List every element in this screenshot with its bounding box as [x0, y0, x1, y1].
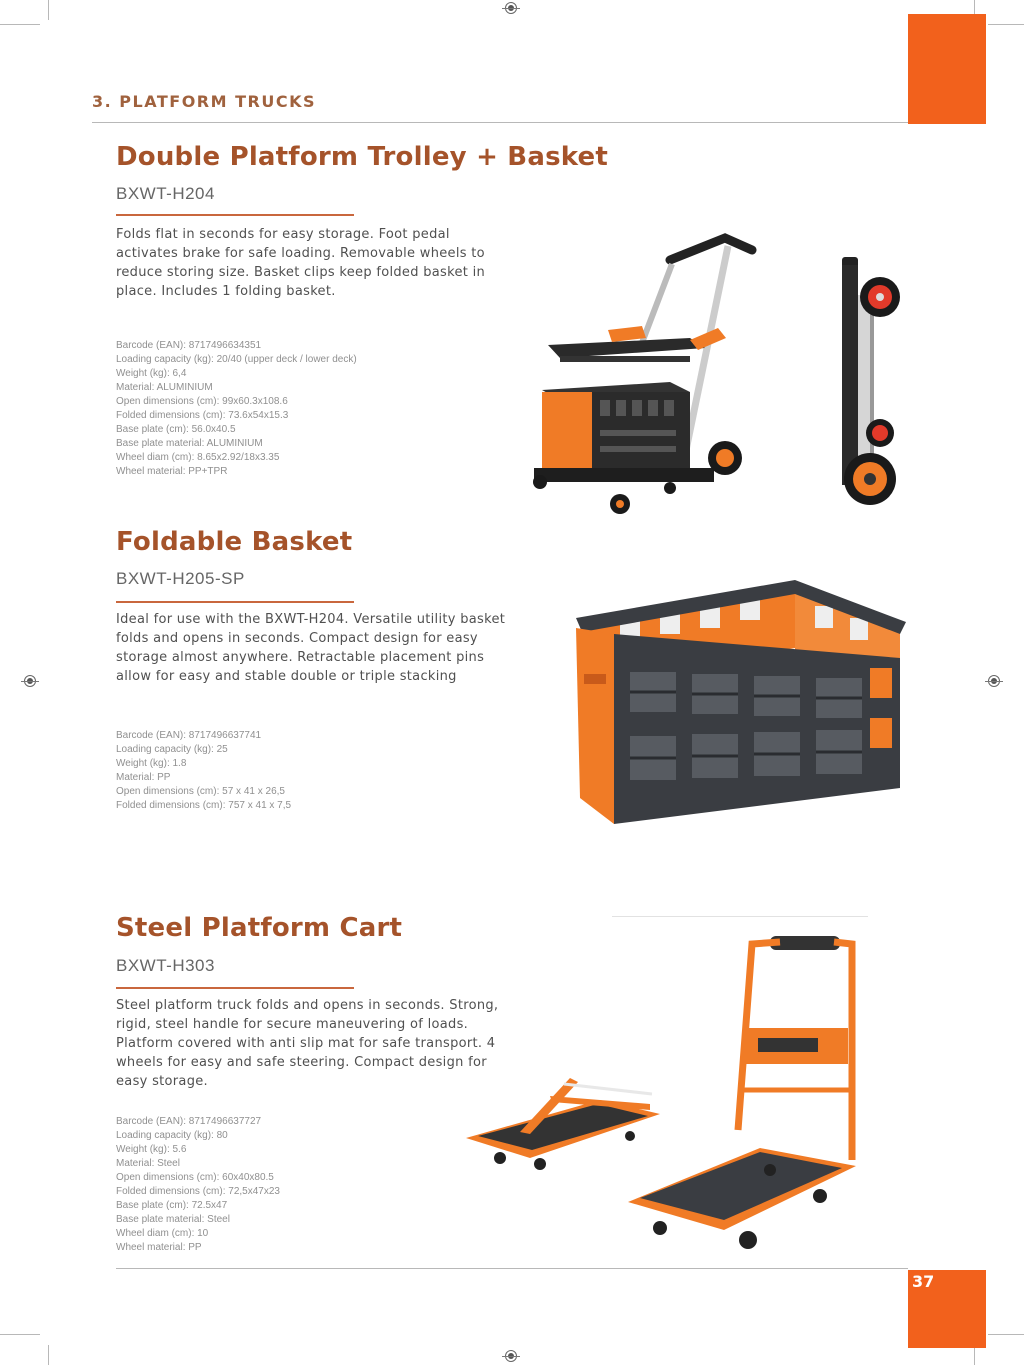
spec-line: Folded dimensions (cm): 757 x 41 x 7,5 [116, 800, 292, 811]
spec-line: Wheel material: PP+TPR [116, 466, 228, 477]
spec-line: Base plate (cm): 72.5x47 [116, 1200, 228, 1211]
product-specs [116, 339, 476, 479]
spec-line: Barcode (EAN): 8717496637741 [116, 730, 262, 741]
basket-image [570, 578, 910, 828]
header-accent-block [908, 14, 986, 124]
product-code: BXWT-H205-SP [116, 569, 245, 588]
platform-cart-image [620, 930, 860, 1250]
spec-line: Material: ALUMINIUM [116, 382, 213, 393]
spec-line: Open dimensions (cm): 99x60.3x108.6 [116, 396, 288, 407]
spec-line: Barcode (EAN): 8717496637727 [116, 1116, 262, 1127]
crop-mark [48, 0, 49, 20]
crop-mark [988, 1334, 1024, 1335]
spec-line: Barcode (EAN): 8717496634351 [116, 340, 262, 351]
spec-line: Folded dimensions (cm): 72,5x47x23 [116, 1186, 280, 1197]
header-rule [92, 122, 908, 123]
spec-line: Material: Steel [116, 1158, 180, 1169]
folded-trolley-image [832, 255, 912, 510]
crop-mark [0, 1334, 40, 1335]
spec-line: Material: PP [116, 772, 171, 783]
title-underline [116, 601, 354, 603]
registration-mark-icon [505, 2, 517, 14]
title-underline [116, 987, 354, 989]
spec-line: Open dimensions (cm): 60x40x80.5 [116, 1172, 274, 1183]
spec-line: Base plate material: ALUMINIUM [116, 438, 263, 449]
product-description: Steel platform truck folds and opens in seconds. Strong, rigid, steel handle for secure maneuvering of loads. Platform covered with anti slip mat for safe transport. 4 wheels for easy and safe steering. Compact design for easy storage. [116, 998, 499, 1089]
spec-line: Wheel diam (cm): 10 [116, 1228, 209, 1239]
title-underline [116, 214, 354, 216]
spec-line: Loading capacity (kg): 80 [116, 1130, 228, 1141]
spec-line: Weight (kg): 6,4 [116, 368, 187, 379]
product-title: Foldable Basket [116, 527, 353, 557]
product-title: Steel Platform Cart [116, 913, 403, 943]
trolley-image [520, 220, 760, 525]
spec-line: Wheel material: PP [116, 1242, 202, 1253]
image-top-rule [612, 916, 868, 917]
spec-line: Loading capacity (kg): 25 [116, 744, 228, 755]
crop-mark [48, 1345, 49, 1365]
spec-line: Base plate material: Steel [116, 1214, 230, 1225]
spec-line: Folded dimensions (cm): 73.6x54x15.3 [116, 410, 289, 421]
registration-mark-icon [505, 1350, 517, 1362]
product-description: Folds flat in seconds for easy storage. Foot pedal activates brake for safe loading. Removable wheels to reduce storing size. Basket clips keep folded basket in place. Includes 1 folding basket. [116, 227, 486, 299]
crop-mark [0, 24, 40, 25]
product-description: Ideal for use with the BXWT-H204. Versatile utility basket folds and opens in seconds. Compact design for easy storage almost anywhere. Retractable placement pins allow for easy and stable double or triple stacking [116, 612, 506, 684]
product-code: BXWT-H303 [116, 956, 215, 975]
spec-line: Loading capacity (kg): 20/40 (upper deck / lower deck) [116, 354, 357, 365]
crop-mark [974, 1345, 975, 1365]
product-specs [116, 1115, 476, 1255]
page-number: 37 [912, 1272, 935, 1291]
spec-line: Weight (kg): 1.8 [116, 758, 187, 769]
product-title: Double Platform Trolley + Basket [116, 142, 608, 172]
spec-line: Weight (kg): 5.6 [116, 1144, 187, 1155]
spec-line: Open dimensions (cm): 57 x 41 x 26,5 [116, 786, 285, 797]
section-heading: 3. PLATFORM TRUCKS [92, 92, 316, 111]
crop-mark [988, 24, 1024, 25]
product-specs [116, 729, 476, 813]
spec-line: Wheel diam (cm): 8.65x2.92/18x3.35 [116, 452, 280, 463]
registration-mark-icon [988, 675, 1000, 687]
footer-rule [116, 1268, 908, 1269]
product-code: BXWT-H204 [116, 184, 215, 203]
registration-mark-icon [24, 675, 36, 687]
spec-line: Base plate (cm): 56.0x40.5 [116, 424, 236, 435]
